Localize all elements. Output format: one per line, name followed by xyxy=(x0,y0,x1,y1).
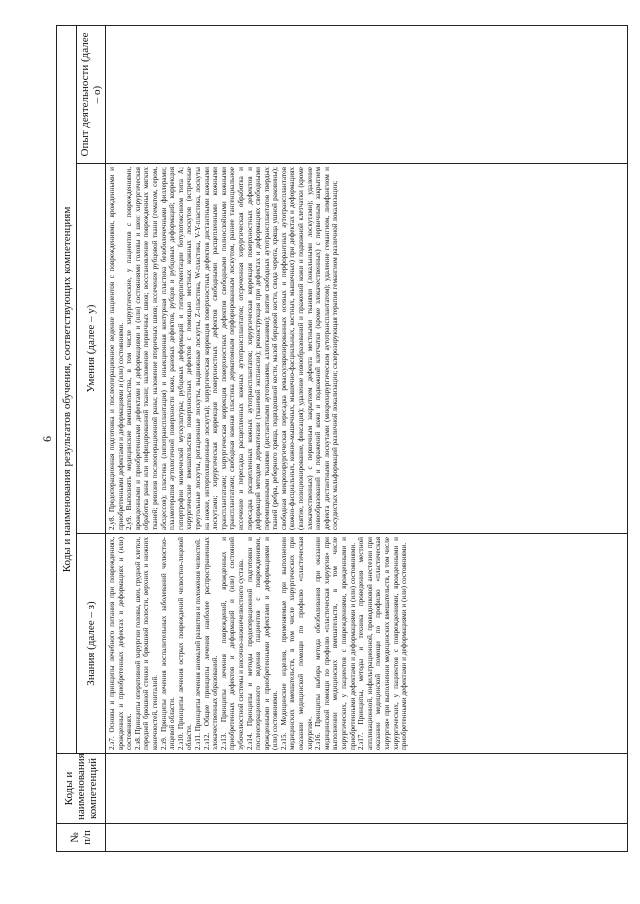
cell-experience xyxy=(106,26,628,164)
header-num: № п/п xyxy=(57,824,106,852)
cell-knowledge xyxy=(106,534,628,754)
cell-codes xyxy=(106,754,628,824)
header-skills: Умения (далее – у) xyxy=(77,164,106,534)
knowledge-item: 2.з11. Принципы лечения аномалий развития и положения челюстей. xyxy=(193,538,202,750)
knowledge-item: 2.з7. Основы и принципы лечебного питания при повреждениях, врожденных и приобретенных дефектах и деформациях и (или) состояниях. xyxy=(108,537,134,750)
skill-item: 2.у9. Выполнять медицинские вмешательства, в том числе хирургические, у пациентов с повреждениями, врожденными и приобретенными дефектами и деформациями и (или) состояниями головы и шеи: хирургическая обработка раны или инфицированной ткани; наложение первичных швов; восстановление поврежденных мягких тканей; ревизия послеоперационной раны; наложение вторичных швов; иссечение рубцовой ткани (гематом, сером, абсцессов); пластика (липотрансплантация) и иньекционная контурная пластика безоболочечными филлерами; плазмотерапия аутологичной поверхности кожи, раневых дефектов, рубцов и рубцовых деформаций; коррекция гипертрофии мимической мускулатуры; рубцовых деформаций и гиперпигментации ботулотоксином типа А; хирургические вмешательства поверхностных дефектов с помощью местных кожных лоскутов (встречные треугольные лоскуты, ротационные лоскуты, выдвижные лоскуты, Z-пластика, W-пластика, V-Y-пластика, лоскуты на ножке, интерполяционные лоскуты); хирургическая коррекция поверхностных дефектов дистантными кожными лоскутами; хирургическая коррекция поверхностных дефектов свободными расщепленными кожными трансплантатами; хирургическая коррекция поверхностных дефектов свободными полнослойными кожными трансплантатами; свободная кожная пластика дерматомным перфорированным лоскутом, раннее тангенциальное иссечение и пересадка расщепленных кожных аутотрансплантатов; отсроченная хирургическая обработка и пересадка расщепленных кожных аутотрансплантатов; хирургическая коррекция поверхностных дефектов и деформаций методом дерматензии (тканевой экспансии); реконструкция при дефектах и деформациях свободными перемещенными тканями (дистантными аутотканями, аллотканями); взятие свободных аутотрансплантатов твердых тканей (ребра, реберного хряща, подвздошной кости, малой берцовой кости, свода черепа, хряща ушной раковины); свободная микрохирургическая пересадка реваскуляризированных осевых и перфорантных аутотрансплантатов (кожно-фасциальных, кожно-мышечных, мышечно-фасциальных, костных, мышечных) при дефектах и деформациях (взятие, позиционирование, фиксация); удаление новообразований и пражений кожи и подкожной клетчатки (кроме злокачественных) с первичным закрытием дефекта местными тканями (локальными лоскутами); удаление новообразований и поражений кожи и подкожной клетчатки (кроме злокачественных) с первичным закрытием дефекта дистантными лоскутами (микрохирургическим аутотрансплантатом); удаление гемангиом, лимфангиом и сосудистых мальформаций различной локализации; склерозирующая терапия гемангиом различной локализации; xyxy=(125,167,340,530)
header-experience: Опыт деятельности (далее – о) xyxy=(77,26,106,164)
skill-item: 2.у8. Предоперационная подготовка и послеоперационное ведение пациентов с повреждениями, врожденными и приобретенными дефектами и деформациями и (или) состояниями. xyxy=(108,167,125,530)
knowledge-item: 2.з17. Принципы, методы и техника проведения местной аппликационной, инфильтрационной, проводниковой анестезии при оказании медицинской помощи по профилю «пластическая хирургия» при выполнении медицинских вмешательств, в том числе хирургических, у пациентов с повреждениями, врожденными и приобретенными дефектами и деформациями и (или) состояниями. xyxy=(357,537,409,750)
page-number: 6 xyxy=(40,436,54,442)
table-row xyxy=(106,26,628,852)
knowledge-item: 2.з8. Принципы оперативной хирургии головы, шеи, грудной клетки, передней брюшной стенки и брюшной полости, верхних и нижних конечностей, гениталий. xyxy=(133,537,159,750)
cell-skills xyxy=(106,164,628,534)
knowledge-item: 2.з10. Принципы лечения острых повреждений челюстно-лицевой области. xyxy=(176,537,194,750)
header-results-group: Коды и наименования результатов обучения, соответствующих компетенциям xyxy=(57,26,77,754)
knowledge-item: 2.з14. Принципы и методы предоперационной подготовки и послеоперационного ведения пациентов с повреждениями, врожденными и приобретенными дефектами и деформациями и (или) состояниями. xyxy=(245,537,280,750)
knowledge-item: 2.з12. Общие принципы лечения наиболее распространенных злокачественных образований. xyxy=(202,537,220,750)
knowledge-item: 2.з9. Принципы лечения воспалительных заболеваний челюстно-лицевой области. xyxy=(159,537,177,750)
cell-num xyxy=(106,824,628,852)
rotated-page xyxy=(40,26,630,852)
knowledge-item: 2.з15. Медицинские изделия, применяемые при выполнении медицинских вмешательств, в том числе хирургических при оказании медицинской помощи по профилю «пластическая хирургия». xyxy=(279,537,314,750)
header-knowledge: Знания (далее – з) xyxy=(77,534,106,754)
competency-table xyxy=(56,25,628,852)
header-codes: Коды и наименования компетенций xyxy=(57,754,106,824)
knowledge-item: 2.з16. Принципы выбора метода обезболивания при оказании медицинской помощи по профилю «пластическая хирургия» при выполнении медицинских вмешательств, в том числе хирургических, у пациентов с повреждениями, врожденными и приобретенными дефектами и деформациями и (или) состояниями. xyxy=(314,537,357,750)
knowledge-item: 2.з13. Принципы лечения повреждений, врожденных и приобретенных дефектов и деформаций и (или) состояний зубочелюстной системы и височно-нижнечелюстного сустава. xyxy=(219,537,245,750)
